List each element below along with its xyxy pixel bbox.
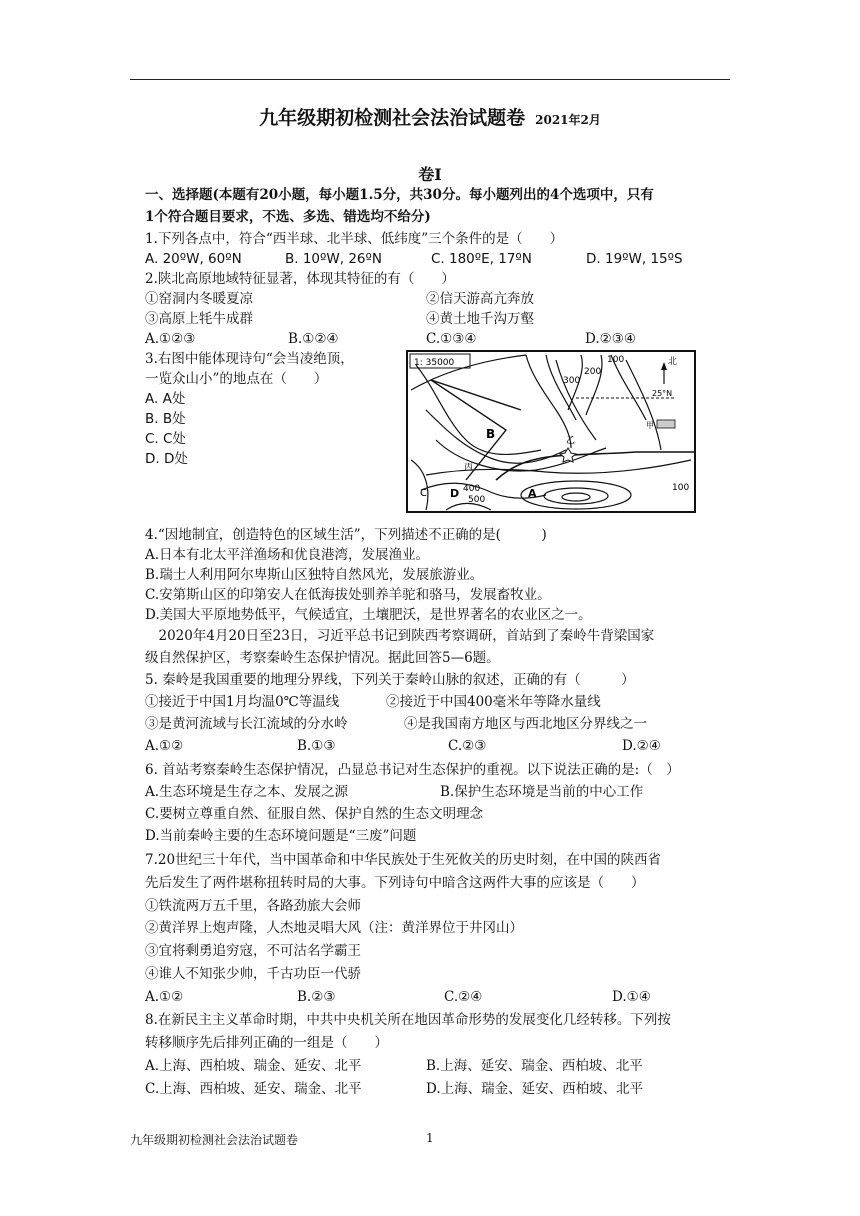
q4-option-b: B.瑞士人利用阿尔卑斯山区独特自然风光，发展旅游业。	[145, 567, 484, 583]
q1-option-a: A. 20ºW, 60ºN	[145, 251, 242, 267]
q6-option-a: A.生态环境是生存之本、发展之源	[145, 784, 349, 800]
q5-option-a: A.①②	[145, 738, 184, 754]
contour-label: 100	[672, 483, 690, 493]
q2-option-c: C.①③④	[426, 331, 477, 347]
map-scale: 1: 35000	[414, 358, 455, 368]
instructions-line-1: 一、选择题(本题有20小题，每小题1.5分，共30分。每小题列出的4个选项中，只有	[145, 187, 654, 203]
q3-option-b: B. B处	[145, 411, 186, 427]
q2-option-b: B.①②④	[288, 331, 339, 347]
q7-stem-2: 先后发生了两件堪称扭转时局的大事。下列诗句中暗含这两件大事的应该是（ ）	[145, 875, 645, 891]
map-point-yi: 乙	[566, 436, 576, 446]
contour-label: 500	[468, 495, 486, 505]
section-title: 卷Ⅰ	[418, 165, 442, 184]
q3-option-a: A. A处	[145, 391, 186, 407]
q8-stem-1: 8.在新民主主义革命时期，中共中央机关所在地因革命形势的发展变化几经转移。下列按	[145, 1012, 671, 1028]
q2-item-4: ④黄土地千沟万壑	[426, 311, 534, 327]
q5-stem: 5. 秦岭是我国重要的地理分界线，下列关于秦岭山脉的叙述，正确的有（ ）	[145, 672, 635, 688]
q1-stem: 1.下列各点中，符合“西半球、北半球、低纬度”三个条件的是（ ）	[145, 231, 564, 247]
q1-option-d: D. 19ºW, 15ºS	[586, 251, 683, 267]
q3-stem-1: 3.右图中能体现诗句“会当凌绝顶，	[145, 351, 354, 367]
q5-item-2: ②接近于中国400毫米年等降水量线	[386, 694, 601, 710]
q6-option-b: B.保护生态环境是当前的中心工作	[440, 784, 644, 800]
q8-option-d: D.上海、瑞金、延安、西柏坡、北平	[426, 1081, 644, 1097]
q3-option-d: D. D处	[145, 451, 188, 467]
q1-option-b: B. 10ºW, 26ºN	[285, 251, 382, 267]
q7-stem-1: 7.20世纪三十年代，当中国革命和中华民族处于生死攸关的历史时刻，在中国的陕西省	[145, 852, 662, 868]
q8-option-a: A.上海、西柏坡、瑞金、延安、北平	[145, 1058, 362, 1074]
map-point-c: C	[420, 488, 427, 499]
q7-option-a: A.①②	[145, 989, 184, 1005]
q5-item-4: ④是我国南方地区与西北地区分界线之一	[404, 716, 647, 732]
q8-option-b: B.上海、延安、瑞金、西柏坡、北平	[426, 1058, 643, 1074]
q2-item-3: ③高原上牦牛成群	[145, 311, 253, 327]
q5-option-b: B.①③	[297, 738, 336, 754]
contour-label: 400	[463, 484, 481, 494]
contour-label: 200	[584, 367, 602, 377]
q4-option-d: D.美国大平原地势低平，气候适宜，土壤肥沃，是世界著名的农业区之一。	[145, 607, 592, 623]
q7-item-1: ①铁流两万五千里，各路劲旅大会师	[145, 898, 361, 914]
page-title	[0, 103, 860, 130]
passage-line-2: 级自然保护区，考察秦岭生态保护情况。据此回答5—6题。	[145, 650, 500, 666]
q8-stem-2: 转移顺序先后排列正确的一组是（ ）	[145, 1035, 388, 1051]
map-point-b: B	[486, 427, 496, 441]
footer-label: 九年级期初检测社会法治试题卷	[130, 1133, 299, 1147]
map-point-bing: 丙	[464, 463, 474, 473]
q2-item-1: ①窑洞内冬暖夏凉	[145, 291, 253, 307]
q1-option-c: C. 180ºE, 17ºN	[431, 251, 532, 267]
title-text: 九年级期初检测社会法治试题卷	[259, 107, 526, 129]
page-number: 1	[426, 1131, 434, 1145]
q3-stem-2: 一览众山小”的地点在（ ）	[145, 371, 328, 387]
q5-option-d: D.②④	[622, 738, 661, 754]
q7-item-3: ③宜将剩勇追穷寇，不可沽名学霸王	[145, 943, 361, 959]
q4-stem: 4.“因地制宜，创造特色的区域生活”，下列描述不正确的是( )	[145, 527, 547, 543]
q6-stem: 6. 首站考察秦岭生态保护情况，凸显总书记对生态保护的重视。以下说法正确的是:（ ）	[145, 762, 680, 778]
q7-item-4: ④谁人不知张少帅，千古功臣一代骄	[145, 966, 361, 982]
q2-option-a: A.①②③	[145, 331, 196, 347]
q5-item-1: ①接近于中国1月均温0℃等温线	[145, 694, 340, 710]
passage-line-1: 2020年4月20日至23日，习近平总书记到陕西考察调研，首站到了秦岭牛背梁国家	[145, 628, 655, 644]
q7-option-c: C.②④	[444, 989, 483, 1005]
header-rule	[130, 79, 730, 80]
q5-item-3: ③是黄河流域与长江流域的分水岭	[145, 716, 348, 732]
title-date: 2021年2月	[535, 113, 601, 127]
q7-option-b: B.②③	[297, 989, 336, 1005]
q5-option-c: C.②③	[448, 738, 487, 754]
q4-option-c: C.安第斯山区的印第安人在低海拔处驯养羊驼和骆马，发展畜牧业。	[145, 587, 551, 603]
map-latitude: 25°N	[652, 389, 673, 398]
q8-option-c: C.上海、西柏坡、延安、瑞金、北平	[145, 1081, 362, 1097]
instructions-line-2: 1个符合题目要求，不选、多选、错选均不给分)	[145, 209, 431, 225]
contour-label: 100	[607, 355, 625, 365]
legend-label: 甲	[646, 421, 654, 430]
map-point-d: D	[450, 487, 460, 500]
q2-item-2: ②信天游高亢奔放	[426, 291, 534, 307]
q2-stem: 2.陕北高原地域特征显著，体现其特征的有（ ）	[145, 271, 455, 287]
map-point-a: A	[528, 487, 537, 500]
north-label: 北	[668, 357, 678, 367]
q6-option-c: C.要树立尊重自然、征服自然、保护自然的生态文明理念	[145, 806, 484, 822]
q4-option-a: A.日本有北太平洋渔场和优良港湾，发展渔业。	[145, 547, 430, 563]
contour-map	[406, 350, 696, 513]
contour-label: 300	[563, 376, 581, 386]
q7-option-d: D.①④	[612, 989, 651, 1005]
q6-option-d: D.当前秦岭主要的生态环境问题是“三废”问题	[145, 828, 417, 844]
q2-option-d: D.②③④	[585, 331, 636, 347]
q3-option-c: C. C处	[145, 431, 186, 447]
q7-item-2: ②黄洋界上炮声隆，人杰地灵唱大风（注：黄洋界位于井冈山）	[145, 920, 523, 936]
